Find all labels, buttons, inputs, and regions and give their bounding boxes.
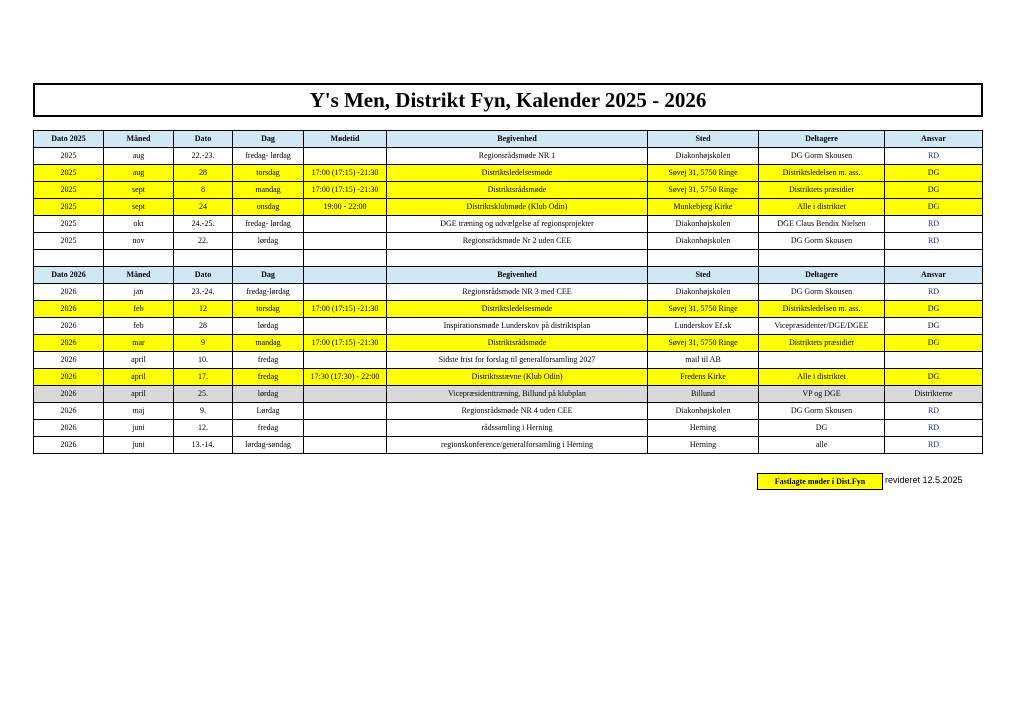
table-cell: 2026 bbox=[34, 318, 104, 335]
table-row bbox=[34, 165, 983, 182]
column-header: Dato bbox=[174, 131, 233, 148]
table-cell: 17:00 (17:15) -21:30 bbox=[304, 301, 387, 318]
table-cell: lørdag bbox=[233, 318, 304, 335]
column-header: Dato 2026 bbox=[34, 267, 104, 284]
table-cell: DGE træning og udvælgelse af regionsprojekter bbox=[387, 216, 648, 233]
table-cell: lørdag bbox=[233, 386, 304, 403]
table-cell: Søvej 31, 5750 Ringe bbox=[648, 301, 759, 318]
table-cell: 17:00 (17:15) -21:30 bbox=[304, 165, 387, 182]
table-cell: april bbox=[104, 386, 174, 403]
table-cell: fredag bbox=[233, 420, 304, 437]
table-cell: 2026 bbox=[34, 335, 104, 352]
table-cell: 24.-25. bbox=[174, 216, 233, 233]
table-cell: 24 bbox=[174, 199, 233, 216]
table-cell bbox=[304, 403, 387, 420]
table-row bbox=[34, 148, 983, 165]
table-cell: DG bbox=[885, 182, 983, 199]
column-header: Dato bbox=[174, 267, 233, 284]
table-cell bbox=[885, 352, 983, 369]
table-cell: 9 bbox=[174, 335, 233, 352]
table-cell: Regionsrådsmøde NR 3 med CEE bbox=[387, 284, 648, 301]
table-cell: 2026 bbox=[34, 369, 104, 386]
table-cell: Distriktsledelsen m. ass. bbox=[759, 165, 885, 182]
table-cell bbox=[304, 386, 387, 403]
table-cell: nov bbox=[104, 233, 174, 250]
table-cell: 2026 bbox=[34, 301, 104, 318]
table-cell: 2026 bbox=[34, 437, 104, 454]
table-row bbox=[34, 182, 983, 199]
table-cell: fredag bbox=[233, 352, 304, 369]
column-header: Deltagere bbox=[759, 267, 885, 284]
table-cell: juni bbox=[104, 437, 174, 454]
table-cell: 2025 bbox=[34, 216, 104, 233]
table-cell: rådssamling i Herning bbox=[387, 420, 648, 437]
table-cell: Distriktets præsidier bbox=[759, 182, 885, 199]
table-cell: juni bbox=[104, 420, 174, 437]
table-cell bbox=[304, 318, 387, 335]
table-cell: Distriktets præsidier bbox=[759, 335, 885, 352]
table-cell: RD bbox=[885, 233, 983, 250]
table-cell: april bbox=[104, 369, 174, 386]
table-cell: RD bbox=[885, 437, 983, 454]
table-cell: 8 bbox=[174, 182, 233, 199]
table-cell: Fredens Kirke bbox=[648, 369, 759, 386]
table-cell: 25. bbox=[174, 386, 233, 403]
table-cell: regionskonference/generalforsamling i Herning bbox=[387, 437, 648, 454]
table-cell: 23.-24. bbox=[174, 284, 233, 301]
table-cell: Lunderskov Ef.sk bbox=[648, 318, 759, 335]
table-row bbox=[34, 284, 983, 301]
table-cell bbox=[304, 284, 387, 301]
table-cell: RD bbox=[885, 420, 983, 437]
column-header: Måned bbox=[104, 131, 174, 148]
table-cell: Diakonhøjskolen bbox=[648, 216, 759, 233]
table-cell: 19:00 - 22:00 bbox=[304, 199, 387, 216]
table-cell: lørdag bbox=[233, 233, 304, 250]
table-row bbox=[34, 216, 983, 233]
table-cell bbox=[304, 437, 387, 454]
table-row bbox=[34, 335, 983, 352]
table-row bbox=[34, 301, 983, 318]
table-cell: DG bbox=[885, 199, 983, 216]
table-cell: Distrikterne bbox=[885, 386, 983, 403]
table-cell: feb bbox=[104, 301, 174, 318]
table-cell: Søvej 31, 5750 Ringe bbox=[648, 165, 759, 182]
column-header: Begivenhed bbox=[387, 131, 648, 148]
table-cell: Vicepræsidenter/DGE/DGEE bbox=[759, 318, 885, 335]
table-row bbox=[34, 233, 983, 250]
table-cell: RD bbox=[885, 148, 983, 165]
table-cell: Alle i distriktet bbox=[759, 199, 885, 216]
table-cell: 2025 bbox=[34, 148, 104, 165]
table-cell: mandag bbox=[233, 182, 304, 199]
calendar-table bbox=[33, 130, 983, 454]
page-title: Y's Men, Distrikt Fyn, Kalender 2025 - 2026 bbox=[33, 83, 983, 117]
table-cell: DG bbox=[885, 369, 983, 386]
table-cell: torsdag bbox=[233, 301, 304, 318]
table-cell: 12. bbox=[174, 420, 233, 437]
table-cell: Vicepræsidenttræning, Billund på klubplan bbox=[387, 386, 648, 403]
column-header: Dag bbox=[233, 131, 304, 148]
table-cell: sept bbox=[104, 199, 174, 216]
table-cell: RD bbox=[885, 216, 983, 233]
table-section-2026 bbox=[34, 267, 983, 454]
table-cell: 22.-23. bbox=[174, 148, 233, 165]
column-header: Dato 2025 bbox=[34, 131, 104, 148]
table-cell: 17. bbox=[174, 369, 233, 386]
table-cell: aug bbox=[104, 148, 174, 165]
column-header: Mødetid bbox=[304, 131, 387, 148]
table-cell: Distriktsledelsesmøde bbox=[387, 301, 648, 318]
legend-fixed-meetings: Fastlagte møder i Dist.Fyn bbox=[757, 473, 883, 490]
table-cell: Alle i distriktet bbox=[759, 369, 885, 386]
table-cell: lørdag-søndag bbox=[233, 437, 304, 454]
table-cell: DG bbox=[885, 318, 983, 335]
table-cell: Distriktsstævne (Klub Odin) bbox=[387, 369, 648, 386]
table-cell: Billund bbox=[648, 386, 759, 403]
table-cell: 17:30 (17:30) - 22:00 bbox=[304, 369, 387, 386]
table-cell: Regionsrådsmøde Nr 2 uden CEE bbox=[387, 233, 648, 250]
table-cell: 28 bbox=[174, 318, 233, 335]
table-cell: DG Gorm Skousen bbox=[759, 403, 885, 420]
table-cell: DG Gorm Skousen bbox=[759, 233, 885, 250]
table-cell: 28 bbox=[174, 165, 233, 182]
table-cell: Sidste frist for forslag til generalforsamling 2027 bbox=[387, 352, 648, 369]
table-cell: Herning bbox=[648, 437, 759, 454]
table-cell: Distriktsrådsmøde bbox=[387, 335, 648, 352]
table-cell: 2026 bbox=[34, 386, 104, 403]
table-cell: Diakonhøjskolen bbox=[648, 233, 759, 250]
column-header bbox=[304, 267, 387, 284]
column-header: Dag bbox=[233, 267, 304, 284]
table-cell: 17:00 (17:15) -21:30 bbox=[304, 182, 387, 199]
table-cell: DG bbox=[759, 420, 885, 437]
table-cell: 12 bbox=[174, 301, 233, 318]
table-cell: 17:00 (17:15) -21:30 bbox=[304, 335, 387, 352]
table-row bbox=[34, 199, 983, 216]
table-cell: RD bbox=[885, 403, 983, 420]
table-cell bbox=[759, 352, 885, 369]
table-row bbox=[34, 420, 983, 437]
table-cell: fredag- lørdag bbox=[233, 148, 304, 165]
table-cell: Regionsrådsmøde NR 1 bbox=[387, 148, 648, 165]
table-cell: Inspirationsmøde Lunderskov på distriktsplan bbox=[387, 318, 648, 335]
table-cell: 9. bbox=[174, 403, 233, 420]
column-header: Ansvar bbox=[885, 131, 983, 148]
table-cell: Diakonhøjskolen bbox=[648, 403, 759, 420]
column-header: Sted bbox=[648, 267, 759, 284]
table-cell bbox=[304, 233, 387, 250]
table-cell: 2025 bbox=[34, 199, 104, 216]
header-row bbox=[34, 267, 983, 284]
table-cell: Søvej 31, 5750 Ringe bbox=[648, 335, 759, 352]
table-cell: 2025 bbox=[34, 165, 104, 182]
table-cell: alle bbox=[759, 437, 885, 454]
table-cell: Søvej 31, 5750 Ringe bbox=[648, 182, 759, 199]
table-cell: Munkebjerg Kirke bbox=[648, 199, 759, 216]
table-row bbox=[34, 369, 983, 386]
table-cell: Lørdag bbox=[233, 403, 304, 420]
table-row bbox=[34, 386, 983, 403]
table-row bbox=[34, 352, 983, 369]
table-cell: Diakonhøjskolen bbox=[648, 284, 759, 301]
table-cell: mar bbox=[104, 335, 174, 352]
table-cell: onsdag bbox=[233, 199, 304, 216]
table-cell: Distriktsledelsen m. ass. bbox=[759, 301, 885, 318]
table-cell: DG Gorm Skousen bbox=[759, 148, 885, 165]
table-cell: fredag bbox=[233, 369, 304, 386]
table-cell: 2025 bbox=[34, 233, 104, 250]
table-cell: DG bbox=[885, 301, 983, 318]
table-cell: DG bbox=[885, 165, 983, 182]
table-cell: fredag- lørdag bbox=[233, 216, 304, 233]
table-cell bbox=[304, 420, 387, 437]
table-cell: feb bbox=[104, 318, 174, 335]
table-cell: Distriktsrådsmøde bbox=[387, 182, 648, 199]
table-cell: mail til AB bbox=[648, 352, 759, 369]
table-cell: 13.-14. bbox=[174, 437, 233, 454]
table-row bbox=[34, 318, 983, 335]
table-cell: mandag bbox=[233, 335, 304, 352]
table-row bbox=[34, 403, 983, 420]
table-cell bbox=[304, 216, 387, 233]
table-cell: Diakonhøjskolen bbox=[648, 148, 759, 165]
table-cell: RD bbox=[885, 284, 983, 301]
table-cell: 2026 bbox=[34, 352, 104, 369]
table-cell: Distriktsledelsesmøde bbox=[387, 165, 648, 182]
table-cell bbox=[304, 352, 387, 369]
table-cell: DG Gorm Skousen bbox=[759, 284, 885, 301]
table-cell: DGE Claus Bendix Nielsen bbox=[759, 216, 885, 233]
table-cell: Distriktsklubmøde (Klub Odin) bbox=[387, 199, 648, 216]
table-cell: DG bbox=[885, 335, 983, 352]
table-cell: okt bbox=[104, 216, 174, 233]
table-cell: 2026 bbox=[34, 284, 104, 301]
table-cell: Herning bbox=[648, 420, 759, 437]
table-cell: maj bbox=[104, 403, 174, 420]
table-cell: sept bbox=[104, 182, 174, 199]
table-cell: 2026 bbox=[34, 403, 104, 420]
table-cell: 10. bbox=[174, 352, 233, 369]
table-cell: VP og DGE bbox=[759, 386, 885, 403]
header-row bbox=[34, 131, 983, 148]
table-cell: jan bbox=[104, 284, 174, 301]
column-header: Ansvar bbox=[885, 267, 983, 284]
table-cell: fredag-lørdag bbox=[233, 284, 304, 301]
table-cell: aug bbox=[104, 165, 174, 182]
column-header: Sted bbox=[648, 131, 759, 148]
table-spacer bbox=[34, 250, 983, 267]
table-section-2025 bbox=[34, 131, 983, 250]
column-header: Måned bbox=[104, 267, 174, 284]
table-cell: Regionsrådsmøde NR 4 uden CEE bbox=[387, 403, 648, 420]
table-cell: 2026 bbox=[34, 420, 104, 437]
table-cell: 2025 bbox=[34, 182, 104, 199]
revision-date: revideret 12.5.2025 bbox=[885, 475, 963, 485]
table-row bbox=[34, 437, 983, 454]
table-cell: april bbox=[104, 352, 174, 369]
table-cell bbox=[304, 148, 387, 165]
table-cell: torsdag bbox=[233, 165, 304, 182]
table-cell: 22. bbox=[174, 233, 233, 250]
column-header: Deltagere bbox=[759, 131, 885, 148]
column-header: Begivenhed bbox=[387, 267, 648, 284]
